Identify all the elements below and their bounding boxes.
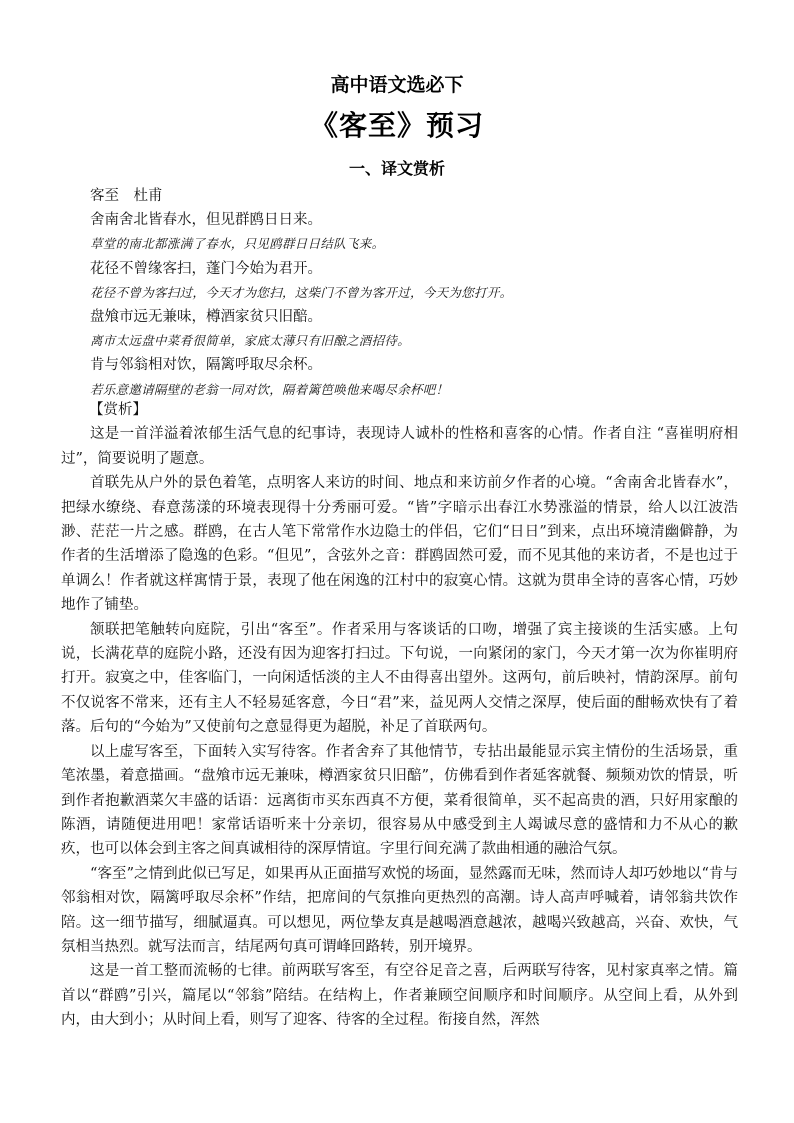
analysis-heading: 【赏析】 <box>89 402 147 418</box>
poem-translation: 草堂的南北都涨满了春水，只见鸥群日日结队飞来。 <box>90 236 385 252</box>
analysis-paragraph: 颔联把笔触转向庭院，引出“客至”。作者采用与客谈话的口吻，增强了宾主接谈的生活实感。上句说，长满花草的庭院小路，还没有因为迎客打扫过。下句说，一向紧闭的家门，今天才第一次为你崔明府打开。寂寞之中，佳客临门，一向闲适恬淡的主人不由得喜出望外。这两句，前后映衬，情韵深厚。前句不仅说客不常来，还有主人不轻易延客意，今日“君”来，益见两人交情之深厚，使后面的酣畅欢快有了着落。后句的“今始为”又使前句之意显得更为超脱，补足了首联两句。 <box>61 621 738 736</box>
poem-translation: 离市太远盘中菜肴很简单，家底太薄只有旧酿之酒招待。 <box>90 333 411 349</box>
poem-line: 花径不曾缘客扫，蓬门今始为君开。 <box>90 260 322 277</box>
poem-title-author: 客至 杜甫 <box>90 188 163 204</box>
document-subtitle: 高中语文选必下 <box>330 74 464 96</box>
document-title: 《客至》预习 <box>309 109 484 142</box>
poem-line: 盘飧市远无兼味，樽酒家贫只旧醅。 <box>90 308 322 325</box>
poem-translation: 花径不曾为客扫过，今天才为您扫，这柴门不曾为客开过，今天为您打开。 <box>90 284 513 300</box>
poem-line: 舍南舍北皆春水，但见群鸥日日来。 <box>90 212 322 229</box>
analysis-paragraph: 这是一首工整而流畅的七律。前两联写客至，有空谷足音之喜，后两联写待客，见村家真率之情。篇首以“群鸥”引兴，篇尾以“邻翁”陪结。在结构上，作者兼顾空间顺序和时间顺序。从空间上看，从外到内，由大到小；从时间上看，则写了迎客、待客的全过程。衔接自然，浑然 <box>61 963 738 1029</box>
analysis-paragraph: 这是一首洋溢着浓郁生活气息的纪事诗，表现诗人诚朴的性格和喜客的心情。作者自注 “喜崔明府相过”，简要说明了题意。 <box>61 426 738 467</box>
poem-translation: 若乐意邀请隔壁的老翁一同对饮，隔着篱笆唤他来喝尽余杯吧！ <box>90 381 449 397</box>
analysis-paragraph: 首联先从户外的景色着笔，点明客人来访的时间、地点和来访前夕作者的心境。“舍南舍北皆春水”，把绿水缭绕、春意荡漾的环境表现得十分秀丽可爱。“皆”字暗示出春江水势涨溢的情景，给人以江波浩渺、茫茫一片之感。群鸥，在古人笔下常常作水边隐士的伴侣，它们“日日”到来，点出环境清幽僻静，为作者的生活增添了隐逸的色彩。“但见”，含弦外之音：群鸥固然可爱，而不见其他的来访者，不是也过于单调么！作者就这样寓情于景，表现了他在闲逸的江村中的寂寞心情。这就为贯串全诗的喜客心情，巧妙地作了铺垫。 <box>61 475 738 614</box>
analysis-section <box>61 398 738 1033</box>
poem-line: 肯与邻翁相对饮，隔篱呼取尽余杯。 <box>90 357 322 374</box>
analysis-paragraph: “客至”之情到此似已写足，如果再从正面描写欢悦的场面，显然露而无味，然而诗人却巧妙地以“肯与邻翁相对饮，隔篱呼取尽余杯”作结，把席间的气氛推向更热烈的高潮。诗人高声呼喊着，请邻翁共饮作陪。这一细节描写，细腻逼真。可以想见，两位挚友真是越喝酒意越浓，越喝兴致越高，兴奋、欢快，气氛相当热烈。就写法而言，结尾两句真可谓峰回路转，别开境界。 <box>61 865 738 955</box>
poem-block <box>90 184 744 402</box>
analysis-paragraph: 以上虚写客至，下面转入实写待客。作者舍弃了其他情节，专拈出最能显示宾主情份的生活场景，重笔浓墨，着意描画。“盘飧市远无兼味，樽酒家贫只旧醅”，仿佛看到作者延客就餐、频频劝饮的情景，听到作者抱歉酒菜欠丰盛的话语：远离街市买东西真不方便，菜肴很简单，买不起高贵的酒，只好用家酿的陈酒，请随便进用吧！家常话语听来十分亲切，很容易从中感受到主人竭诚尽意的盛情和力不从心的歉疚，也可以体会到主客之间真诚相待的深厚情谊。字里行间充满了款曲相通的融洽气氛。 <box>61 743 738 858</box>
section-heading: 一、译文赏析 <box>348 159 445 178</box>
